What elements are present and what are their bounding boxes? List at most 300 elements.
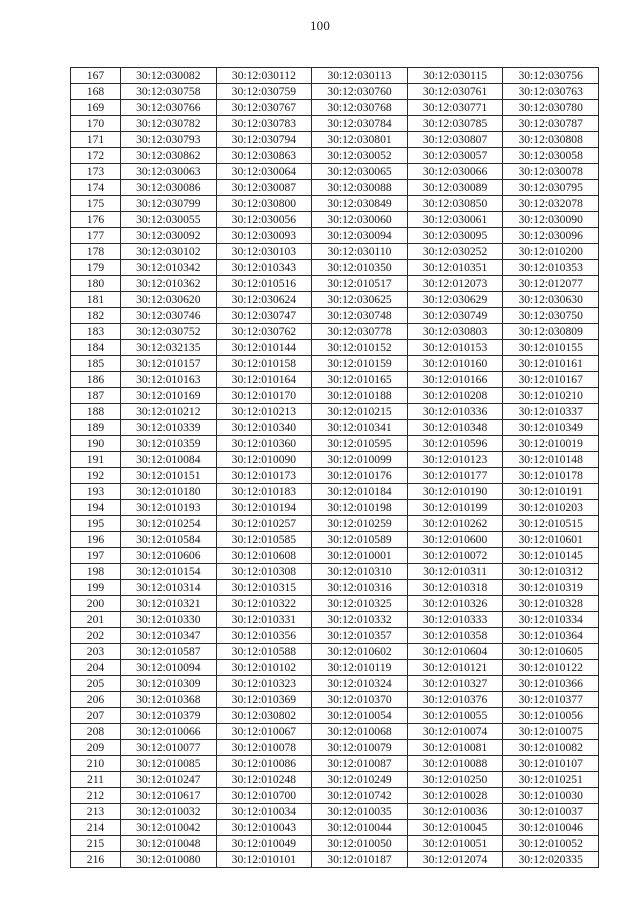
cadastral-number-cell: 30:12:010198 (312, 500, 408, 516)
row-number-cell: 191 (71, 452, 121, 468)
cadastral-number-cell: 30:12:030061 (407, 212, 503, 228)
cadastral-number-cell: 30:12:030103 (216, 244, 312, 260)
row-number-cell: 208 (71, 724, 121, 740)
cadastral-number-cell: 30:12:010251 (503, 772, 599, 788)
cadastral-number-cell: 30:12:010148 (503, 452, 599, 468)
cadastral-number-cell: 30:12:030065 (312, 164, 408, 180)
row-number-cell: 172 (71, 148, 121, 164)
cadastral-number-cell: 30:12:010259 (312, 516, 408, 532)
cadastral-number-cell: 30:12:010034 (216, 804, 312, 820)
cadastral-number-cell: 30:12:010312 (503, 564, 599, 580)
cadastral-number-cell: 30:12:010248 (216, 772, 312, 788)
table-row (71, 116, 599, 132)
table-row (71, 276, 599, 292)
cadastral-number-cell: 30:12:010050 (312, 836, 408, 852)
cadastral-number-cell: 30:12:030064 (216, 164, 312, 180)
cadastral-number-cell: 30:12:010247 (121, 772, 217, 788)
cadastral-number-cell: 30:12:010366 (503, 676, 599, 692)
cadastral-number-cell: 30:12:010585 (216, 532, 312, 548)
row-number-cell: 169 (71, 100, 121, 116)
cadastral-number-cell: 30:12:010074 (407, 724, 503, 740)
cadastral-number-cell: 30:12:030749 (407, 308, 503, 324)
cadastral-number-cell: 30:12:010157 (121, 356, 217, 372)
cadastral-number-cell: 30:12:010324 (312, 676, 408, 692)
cadastral-number-cell: 30:12:030089 (407, 180, 503, 196)
cadastral-number-cell: 30:12:010153 (407, 340, 503, 356)
table-row (71, 452, 599, 468)
row-number-cell: 177 (71, 228, 121, 244)
cadastral-number-cell: 30:12:010350 (312, 260, 408, 276)
cadastral-number-cell: 30:12:010351 (407, 260, 503, 276)
table-row (71, 228, 599, 244)
cadastral-number-cell: 30:12:030102 (121, 244, 217, 260)
cadastral-number-cell: 30:12:030780 (503, 100, 599, 116)
row-number-cell: 204 (71, 660, 121, 676)
cadastral-number-cell: 30:12:010341 (312, 420, 408, 436)
row-number-cell: 188 (71, 404, 121, 420)
cadastral-number-cell: 30:12:020335 (503, 852, 599, 868)
cadastral-number-cell: 30:12:010337 (503, 404, 599, 420)
cadastral-number-cell: 30:12:030746 (121, 308, 217, 324)
cadastral-number-cell: 30:12:010200 (503, 244, 599, 260)
table-row (71, 804, 599, 820)
cadastral-number-cell: 30:12:010145 (503, 548, 599, 564)
cadastral-number-cell: 30:12:010517 (312, 276, 408, 292)
table-row (71, 324, 599, 340)
cadastral-number-cell: 30:12:012073 (407, 276, 503, 292)
cadastral-number-cell: 30:12:030058 (503, 148, 599, 164)
table-body (71, 68, 599, 868)
row-number-cell: 201 (71, 612, 121, 628)
cadastral-number-cell: 30:12:010084 (121, 452, 217, 468)
cadastral-number-cell: 30:12:010079 (312, 740, 408, 756)
table-row (71, 148, 599, 164)
row-number-cell: 168 (71, 84, 121, 100)
row-number-cell: 206 (71, 692, 121, 708)
table-row (71, 772, 599, 788)
table-row (71, 292, 599, 308)
cadastral-number-cell: 30:12:010364 (503, 628, 599, 644)
cadastral-number-cell: 30:12:010326 (407, 596, 503, 612)
cadastral-number-cell: 30:12:010357 (312, 628, 408, 644)
table-row (71, 628, 599, 644)
cadastral-number-cell: 30:12:010309 (121, 676, 217, 692)
cadastral-number-cell: 30:12:030090 (503, 212, 599, 228)
cadastral-number-cell: 30:12:030112 (216, 68, 312, 84)
cadastral-number-cell: 30:12:010516 (216, 276, 312, 292)
cadastral-number-cell: 30:12:010036 (407, 804, 503, 820)
table-row (71, 196, 599, 212)
cadastral-number-cell: 30:12:030055 (121, 212, 217, 228)
cadastral-number-cell: 30:12:010122 (503, 660, 599, 676)
row-number-cell: 200 (71, 596, 121, 612)
cadastral-number-cell: 30:12:030760 (312, 84, 408, 100)
cadastral-number-cell: 30:12:010151 (121, 468, 217, 484)
table-row (71, 372, 599, 388)
row-number-cell: 203 (71, 644, 121, 660)
cadastral-number-cell: 30:12:010155 (503, 340, 599, 356)
cadastral-number-cell: 30:12:030803 (407, 324, 503, 340)
cadastral-number-cell: 30:12:010051 (407, 836, 503, 852)
cadastral-number-cell: 30:12:010353 (503, 260, 599, 276)
cadastral-number-cell: 30:12:010321 (121, 596, 217, 612)
cadastral-number-cell: 30:12:010072 (407, 548, 503, 564)
cadastral-number-cell: 30:12:010606 (121, 548, 217, 564)
cadastral-number-cell: 30:12:030095 (407, 228, 503, 244)
cadastral-number-cell: 30:12:010601 (503, 532, 599, 548)
cadastral-number-cell: 30:12:010333 (407, 612, 503, 628)
cadastral-number-cell: 30:12:030052 (312, 148, 408, 164)
cadastral-number-cell: 30:12:010342 (121, 260, 217, 276)
cadastral-number-cell: 30:12:030778 (312, 324, 408, 340)
row-number-cell: 192 (71, 468, 121, 484)
cadastral-number-cell: 30:12:010362 (121, 276, 217, 292)
cadastral-number-cell: 30:12:010180 (121, 484, 217, 500)
cadastral-number-cell: 30:12:030060 (312, 212, 408, 228)
cadastral-number-cell: 30:12:030795 (503, 180, 599, 196)
cadastral-number-cell: 30:12:030066 (407, 164, 503, 180)
cadastral-number-cell: 30:12:010037 (503, 804, 599, 820)
cadastral-number-cell: 30:12:010107 (503, 756, 599, 772)
cadastral-number-cell: 30:12:010077 (121, 740, 217, 756)
cadastral-number-cell: 30:12:030758 (121, 84, 217, 100)
cadastral-number-cell: 30:12:010159 (312, 356, 408, 372)
cadastral-number-cell: 30:12:030096 (503, 228, 599, 244)
cadastral-number-cell: 30:12:010001 (312, 548, 408, 564)
cadastral-number-cell: 30:12:030063 (121, 164, 217, 180)
cadastral-number-cell: 30:12:010339 (121, 420, 217, 436)
cadastral-number-cell: 30:12:010086 (216, 756, 312, 772)
cadastral-number-cell: 30:12:010348 (407, 420, 503, 436)
cadastral-number-cell: 30:12:010144 (216, 340, 312, 356)
table-row (71, 676, 599, 692)
row-number-cell: 210 (71, 756, 121, 772)
cadastral-number-cell: 30:12:010094 (121, 660, 217, 676)
cadastral-number-cell: 30:12:010249 (312, 772, 408, 788)
row-number-cell: 173 (71, 164, 121, 180)
cadastral-number-cell: 30:12:030768 (312, 100, 408, 116)
cadastral-number-cell: 30:12:010075 (503, 724, 599, 740)
table-row (71, 788, 599, 804)
cadastral-number-cell: 30:12:010044 (312, 820, 408, 836)
table-row (71, 132, 599, 148)
row-number-cell: 197 (71, 548, 121, 564)
cadastral-number-cell: 30:12:010250 (407, 772, 503, 788)
cadastral-number-cell: 30:12:010123 (407, 452, 503, 468)
cadastral-number-cell: 30:12:010119 (312, 660, 408, 676)
table-row (71, 852, 599, 868)
page-number: 100 (309, 18, 331, 33)
row-number-cell: 216 (71, 852, 121, 868)
cadastral-number-cell: 30:12:010173 (216, 468, 312, 484)
cadastral-number-cell: 30:12:010121 (407, 660, 503, 676)
cadastral-number-cell: 30:12:010158 (216, 356, 312, 372)
table-row (71, 708, 599, 724)
table-row (71, 596, 599, 612)
cadastral-number-cell: 30:12:010368 (121, 692, 217, 708)
cadastral-number-cell: 30:12:010210 (503, 388, 599, 404)
table-row (71, 164, 599, 180)
row-number-cell: 205 (71, 676, 121, 692)
cadastral-number-cell: 30:12:030113 (312, 68, 408, 84)
cadastral-number-cell: 30:12:010085 (121, 756, 217, 772)
table-row (71, 580, 599, 596)
table-row (71, 548, 599, 564)
row-number-cell: 171 (71, 132, 121, 148)
cadastral-number-cell: 30:12:010376 (407, 692, 503, 708)
table-row (71, 484, 599, 500)
cadastral-number-cell: 30:12:010178 (503, 468, 599, 484)
cadastral-number-cell: 30:12:010188 (312, 388, 408, 404)
table-row (71, 356, 599, 372)
cadastral-number-cell: 30:12:010316 (312, 580, 408, 596)
cadastral-number-cell: 30:12:010066 (121, 724, 217, 740)
row-number-cell: 178 (71, 244, 121, 260)
cadastral-number-cell: 30:12:010187 (312, 852, 408, 868)
row-number-cell: 175 (71, 196, 121, 212)
table-row (71, 100, 599, 116)
cadastral-number-cell: 30:12:010090 (216, 452, 312, 468)
cadastral-number-cell: 30:12:010052 (503, 836, 599, 852)
cadastral-number-cell: 30:12:030629 (407, 292, 503, 308)
cadastral-table (70, 67, 599, 868)
cadastral-number-cell: 30:12:010046 (503, 820, 599, 836)
row-number-cell: 183 (71, 324, 121, 340)
cadastral-number-cell: 30:12:030766 (121, 100, 217, 116)
cadastral-number-cell: 30:12:030782 (121, 116, 217, 132)
row-number-cell: 174 (71, 180, 121, 196)
cadastral-number-cell: 30:12:010049 (216, 836, 312, 852)
cadastral-number-cell: 30:12:030750 (503, 308, 599, 324)
cadastral-number-cell: 30:12:010087 (312, 756, 408, 772)
cadastral-number-cell: 30:12:030252 (407, 244, 503, 260)
cadastral-number-cell: 30:12:030763 (503, 84, 599, 100)
cadastral-number-cell: 30:12:030767 (216, 100, 312, 116)
cadastral-number-cell: 30:12:010019 (503, 436, 599, 452)
cadastral-number-cell: 30:12:030801 (312, 132, 408, 148)
table-row (71, 340, 599, 356)
row-number-cell: 189 (71, 420, 121, 436)
cadastral-number-cell: 30:12:010164 (216, 372, 312, 388)
cadastral-number-cell: 30:12:010212 (121, 404, 217, 420)
cadastral-number-cell: 30:12:010191 (503, 484, 599, 500)
table-row (71, 388, 599, 404)
cadastral-number-cell: 30:12:030094 (312, 228, 408, 244)
row-number-cell: 170 (71, 116, 121, 132)
row-number-cell: 215 (71, 836, 121, 852)
cadastral-number-cell: 30:12:010080 (121, 852, 217, 868)
cadastral-number-cell: 30:12:010054 (312, 708, 408, 724)
cadastral-number-cell: 30:12:010589 (312, 532, 408, 548)
cadastral-number-cell: 30:12:030056 (216, 212, 312, 228)
cadastral-number-cell: 30:12:010315 (216, 580, 312, 596)
cadastral-number-cell: 30:12:030759 (216, 84, 312, 100)
table-row (71, 644, 599, 660)
cadastral-number-cell: 30:12:030762 (216, 324, 312, 340)
cadastral-number-cell: 30:12:030800 (216, 196, 312, 212)
cadastral-number-cell: 30:12:010032 (121, 804, 217, 820)
row-number-cell: 179 (71, 260, 121, 276)
cadastral-number-cell: 30:12:010165 (312, 372, 408, 388)
cadastral-number-cell: 30:12:030802 (216, 708, 312, 724)
cadastral-number-cell: 30:12:030057 (407, 148, 503, 164)
table-row (71, 740, 599, 756)
cadastral-number-cell: 30:12:030784 (312, 116, 408, 132)
table-row (71, 564, 599, 580)
cadastral-number-cell: 30:12:010587 (121, 644, 217, 660)
cadastral-number-cell: 30:12:010318 (407, 580, 503, 596)
row-number-cell: 211 (71, 772, 121, 788)
cadastral-number-cell: 30:12:010331 (216, 612, 312, 628)
cadastral-number-cell: 30:12:010360 (216, 436, 312, 452)
cadastral-number-cell: 30:12:010160 (407, 356, 503, 372)
cadastral-number-cell: 30:12:010608 (216, 548, 312, 564)
cadastral-number-cell: 30:12:010377 (503, 692, 599, 708)
cadastral-number-cell: 30:12:010323 (216, 676, 312, 692)
row-number-cell: 185 (71, 356, 121, 372)
cadastral-number-cell: 30:12:010068 (312, 724, 408, 740)
cadastral-number-cell: 30:12:010154 (121, 564, 217, 580)
cadastral-number-cell: 30:12:010322 (216, 596, 312, 612)
cadastral-number-cell: 30:12:010310 (312, 564, 408, 580)
cadastral-number-cell: 30:12:010336 (407, 404, 503, 420)
cadastral-number-cell: 30:12:010262 (407, 516, 503, 532)
cadastral-number-cell: 30:12:010194 (216, 500, 312, 516)
cadastral-number-cell: 30:12:030093 (216, 228, 312, 244)
row-number-cell: 202 (71, 628, 121, 644)
cadastral-number-cell: 30:12:010595 (312, 436, 408, 452)
table-row (71, 420, 599, 436)
table-row (71, 308, 599, 324)
cadastral-number-cell: 30:12:030747 (216, 308, 312, 324)
cadastral-number-cell: 30:12:030783 (216, 116, 312, 132)
cadastral-number-cell: 30:12:030807 (407, 132, 503, 148)
cadastral-number-cell: 30:12:030785 (407, 116, 503, 132)
cadastral-number-cell: 30:12:010254 (121, 516, 217, 532)
row-number-cell: 212 (71, 788, 121, 804)
cadastral-number-cell: 30:12:030787 (503, 116, 599, 132)
row-number-cell: 196 (71, 532, 121, 548)
table-row (71, 84, 599, 100)
cadastral-number-cell: 30:12:010330 (121, 612, 217, 628)
cadastral-number-cell: 30:12:010176 (312, 468, 408, 484)
cadastral-number-cell: 30:12:030625 (312, 292, 408, 308)
row-number-cell: 181 (71, 292, 121, 308)
cadastral-number-cell: 30:12:010152 (312, 340, 408, 356)
cadastral-number-cell: 30:12:030863 (216, 148, 312, 164)
table-row (71, 532, 599, 548)
cadastral-number-cell: 30:12:010327 (407, 676, 503, 692)
cadastral-number-cell: 30:12:010166 (407, 372, 503, 388)
row-number-cell: 193 (71, 484, 121, 500)
row-number-cell: 194 (71, 500, 121, 516)
cadastral-number-cell: 30:12:010605 (503, 644, 599, 660)
cadastral-number-cell: 30:12:010358 (407, 628, 503, 644)
row-number-cell: 198 (71, 564, 121, 580)
cadastral-number-cell: 30:12:010183 (216, 484, 312, 500)
table-row (71, 820, 599, 836)
table-row (71, 692, 599, 708)
cadastral-number-cell: 30:12:032135 (121, 340, 217, 356)
row-number-cell: 214 (71, 820, 121, 836)
cadastral-number-cell: 30:12:010081 (407, 740, 503, 756)
cadastral-number-cell: 30:12:010604 (407, 644, 503, 660)
cadastral-number-cell: 30:12:030092 (121, 228, 217, 244)
cadastral-number-cell: 30:12:010742 (312, 788, 408, 804)
cadastral-number-cell: 30:12:010319 (503, 580, 599, 596)
cadastral-number-cell: 30:12:030809 (503, 324, 599, 340)
row-number-cell: 213 (71, 804, 121, 820)
row-number-cell: 167 (71, 68, 121, 84)
cadastral-number-cell: 30:12:010343 (216, 260, 312, 276)
cadastral-number-cell: 30:12:010213 (216, 404, 312, 420)
cadastral-number-cell: 30:12:010082 (503, 740, 599, 756)
cadastral-number-cell: 30:12:010163 (121, 372, 217, 388)
table-row (71, 212, 599, 228)
cadastral-number-cell: 30:12:010169 (121, 388, 217, 404)
cadastral-number-cell: 30:12:030862 (121, 148, 217, 164)
cadastral-number-cell: 30:12:030620 (121, 292, 217, 308)
cadastral-number-cell: 30:12:030794 (216, 132, 312, 148)
table-row (71, 180, 599, 196)
cadastral-number-cell: 30:12:010170 (216, 388, 312, 404)
cadastral-number-cell: 30:12:010340 (216, 420, 312, 436)
cadastral-number-cell: 30:12:010184 (312, 484, 408, 500)
row-number-cell: 207 (71, 708, 121, 724)
cadastral-number-cell: 30:12:010035 (312, 804, 408, 820)
cadastral-number-cell: 30:12:010515 (503, 516, 599, 532)
cadastral-number-cell: 30:12:030088 (312, 180, 408, 196)
cadastral-number-cell: 30:12:010215 (312, 404, 408, 420)
cadastral-number-cell: 30:12:010617 (121, 788, 217, 804)
cadastral-number-cell: 30:12:010325 (312, 596, 408, 612)
cadastral-number-cell: 30:12:010208 (407, 388, 503, 404)
cadastral-number-cell: 30:12:010332 (312, 612, 408, 628)
cadastral-number-cell: 30:12:010588 (216, 644, 312, 660)
cadastral-number-cell: 30:12:030849 (312, 196, 408, 212)
cadastral-number-cell: 30:12:010101 (216, 852, 312, 868)
table-row (71, 260, 599, 276)
cadastral-number-cell: 30:12:012074 (407, 852, 503, 868)
cadastral-number-cell: 30:12:030086 (121, 180, 217, 196)
cadastral-number-cell: 30:12:010314 (121, 580, 217, 596)
row-number-cell: 176 (71, 212, 121, 228)
table-row (71, 756, 599, 772)
row-number-cell: 190 (71, 436, 121, 452)
cadastral-number-cell: 30:12:012077 (503, 276, 599, 292)
row-number-cell: 180 (71, 276, 121, 292)
cadastral-number-cell: 30:12:030799 (121, 196, 217, 212)
cadastral-number-cell: 30:12:030761 (407, 84, 503, 100)
table-row (71, 724, 599, 740)
cadastral-number-cell: 30:12:030082 (121, 68, 217, 84)
cadastral-number-cell: 30:12:030115 (407, 68, 503, 84)
cadastral-number-cell: 30:12:030793 (121, 132, 217, 148)
row-number-cell: 182 (71, 308, 121, 324)
cadastral-number-cell: 30:12:010584 (121, 532, 217, 548)
table-row (71, 68, 599, 84)
cadastral-number-cell: 30:12:010600 (407, 532, 503, 548)
row-number-cell: 186 (71, 372, 121, 388)
cadastral-number-cell: 30:12:010055 (407, 708, 503, 724)
cadastral-number-cell: 30:12:010167 (503, 372, 599, 388)
cadastral-number-cell: 30:12:010042 (121, 820, 217, 836)
cadastral-number-cell: 30:12:010177 (407, 468, 503, 484)
cadastral-number-cell: 30:12:010078 (216, 740, 312, 756)
cadastral-number-cell: 30:12:010193 (121, 500, 217, 516)
cadastral-number-cell: 30:12:030078 (503, 164, 599, 180)
table-row (71, 404, 599, 420)
